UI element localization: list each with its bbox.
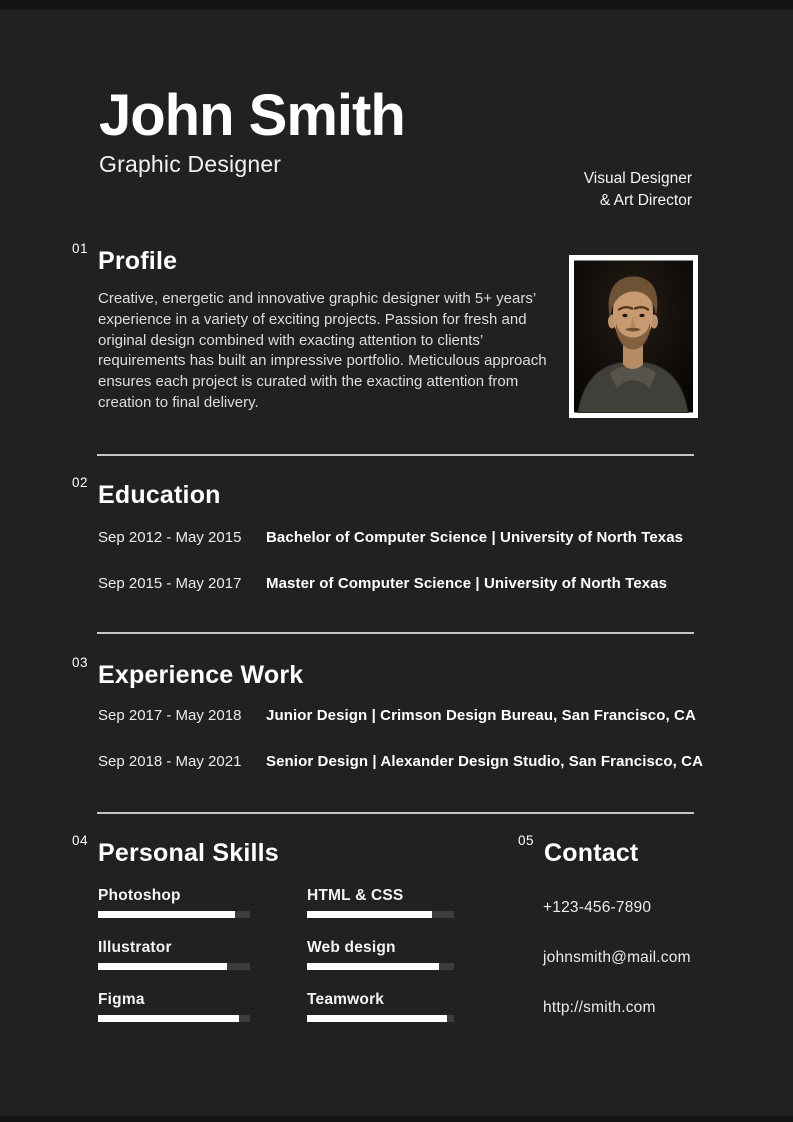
section-contact-number: 05 bbox=[518, 833, 535, 848]
contact-email: johnsmith@mail.com bbox=[543, 949, 691, 966]
divider-experience-skills bbox=[97, 812, 694, 814]
section-experience-number: 03 bbox=[72, 655, 89, 670]
skill-bar-track bbox=[307, 1015, 454, 1022]
portrait-photo bbox=[569, 255, 698, 418]
skill-bar-fill bbox=[98, 963, 227, 970]
experience-dates: Sep 2017 - May 2018 bbox=[98, 707, 242, 724]
skill-bar-track bbox=[98, 1015, 250, 1022]
skill-bar-fill bbox=[307, 963, 439, 970]
divider-profile-education bbox=[97, 454, 694, 456]
section-profile-number: 01 bbox=[72, 241, 89, 256]
contact-phone: +123-456-7890 bbox=[543, 899, 652, 916]
section-education-heading bbox=[72, 475, 221, 510]
education-dates: Sep 2015 - May 2017 bbox=[98, 575, 242, 592]
education-description: Master of Computer Science | University of North Texas bbox=[266, 575, 668, 592]
section-contact-title: Contact bbox=[544, 839, 639, 867]
skill-bar-fill bbox=[98, 911, 235, 918]
skill-item-photoshop bbox=[98, 887, 250, 918]
skill-label: HTML & CSS bbox=[307, 887, 404, 904]
section-experience-heading bbox=[72, 655, 304, 690]
skill-bar-track bbox=[98, 911, 250, 918]
skill-item-web-design bbox=[307, 939, 454, 970]
skill-item-illustrator bbox=[98, 939, 250, 970]
job-title: Graphic Designer bbox=[99, 151, 282, 177]
section-experience-title: Experience Work bbox=[98, 661, 304, 689]
skill-bar-track bbox=[307, 911, 454, 918]
tagline-line-2: & Art Director bbox=[599, 191, 692, 209]
skill-label: Teamwork bbox=[307, 991, 385, 1008]
tagline-line-1: Visual Designer bbox=[583, 170, 692, 187]
education-row bbox=[98, 575, 718, 592]
skill-bar-fill bbox=[307, 911, 432, 918]
education-description: Bachelor of Computer Science | University of North Texas bbox=[266, 529, 684, 546]
skill-label: Web design bbox=[307, 939, 396, 956]
section-profile-heading bbox=[72, 241, 178, 276]
experience-dates: Sep 2018 - May 2021 bbox=[98, 753, 242, 770]
experience-row bbox=[98, 707, 718, 724]
profile-summary: Creative, energetic and innovative graphic designer with 5+ years’ experience in a variety of exciting projects. Passion for fresh and original design combined with exacting attention to clients’ requirements has built an impressive portfolio. Meticulous approach ensures each project is curated with the exacting attention from creation to final delivery. bbox=[98, 290, 547, 411]
skills-column-right bbox=[307, 887, 454, 1043]
section-education-title: Education bbox=[98, 481, 221, 509]
skill-bar-track bbox=[307, 963, 454, 970]
person-name: John Smith bbox=[99, 83, 405, 148]
skill-bar-fill bbox=[98, 1015, 239, 1022]
skills-column-left bbox=[98, 887, 250, 1043]
section-contact-heading bbox=[518, 833, 639, 868]
section-skills-title: Personal Skills bbox=[98, 839, 279, 867]
education-row bbox=[98, 529, 718, 546]
skill-bar-track bbox=[98, 963, 250, 970]
contact-website: http://smith.com bbox=[543, 999, 656, 1016]
education-dates: Sep 2012 - May 2015 bbox=[98, 529, 242, 546]
skill-label: Photoshop bbox=[98, 887, 181, 904]
divider-education-experience bbox=[97, 632, 694, 634]
experience-description: Senior Design | Alexander Design Studio, San Francisco, CA bbox=[266, 753, 704, 770]
skills-grid bbox=[98, 887, 454, 1043]
skill-item-teamwork bbox=[307, 991, 454, 1022]
portrait-photo-illustration bbox=[574, 260, 693, 413]
section-skills-number: 04 bbox=[72, 833, 89, 848]
experience-description: Junior Design | Crimson Design Bureau, San Francisco, CA bbox=[266, 707, 696, 724]
contact-list bbox=[543, 899, 691, 1049]
page-bottom-edge bbox=[0, 1116, 793, 1122]
experience-row bbox=[98, 753, 718, 770]
skill-label: Figma bbox=[98, 991, 145, 1008]
section-education-number: 02 bbox=[72, 475, 89, 490]
skill-item-html-css bbox=[307, 887, 454, 918]
section-profile-title: Profile bbox=[98, 247, 178, 275]
skill-bar-fill bbox=[307, 1015, 447, 1022]
skill-label: Illustrator bbox=[98, 939, 172, 956]
skill-item-figma bbox=[98, 991, 250, 1022]
tagline bbox=[584, 168, 692, 211]
education-list bbox=[98, 529, 718, 621]
experience-list bbox=[98, 707, 718, 799]
page-top-edge bbox=[0, 0, 793, 10]
section-skills-heading bbox=[72, 833, 279, 868]
